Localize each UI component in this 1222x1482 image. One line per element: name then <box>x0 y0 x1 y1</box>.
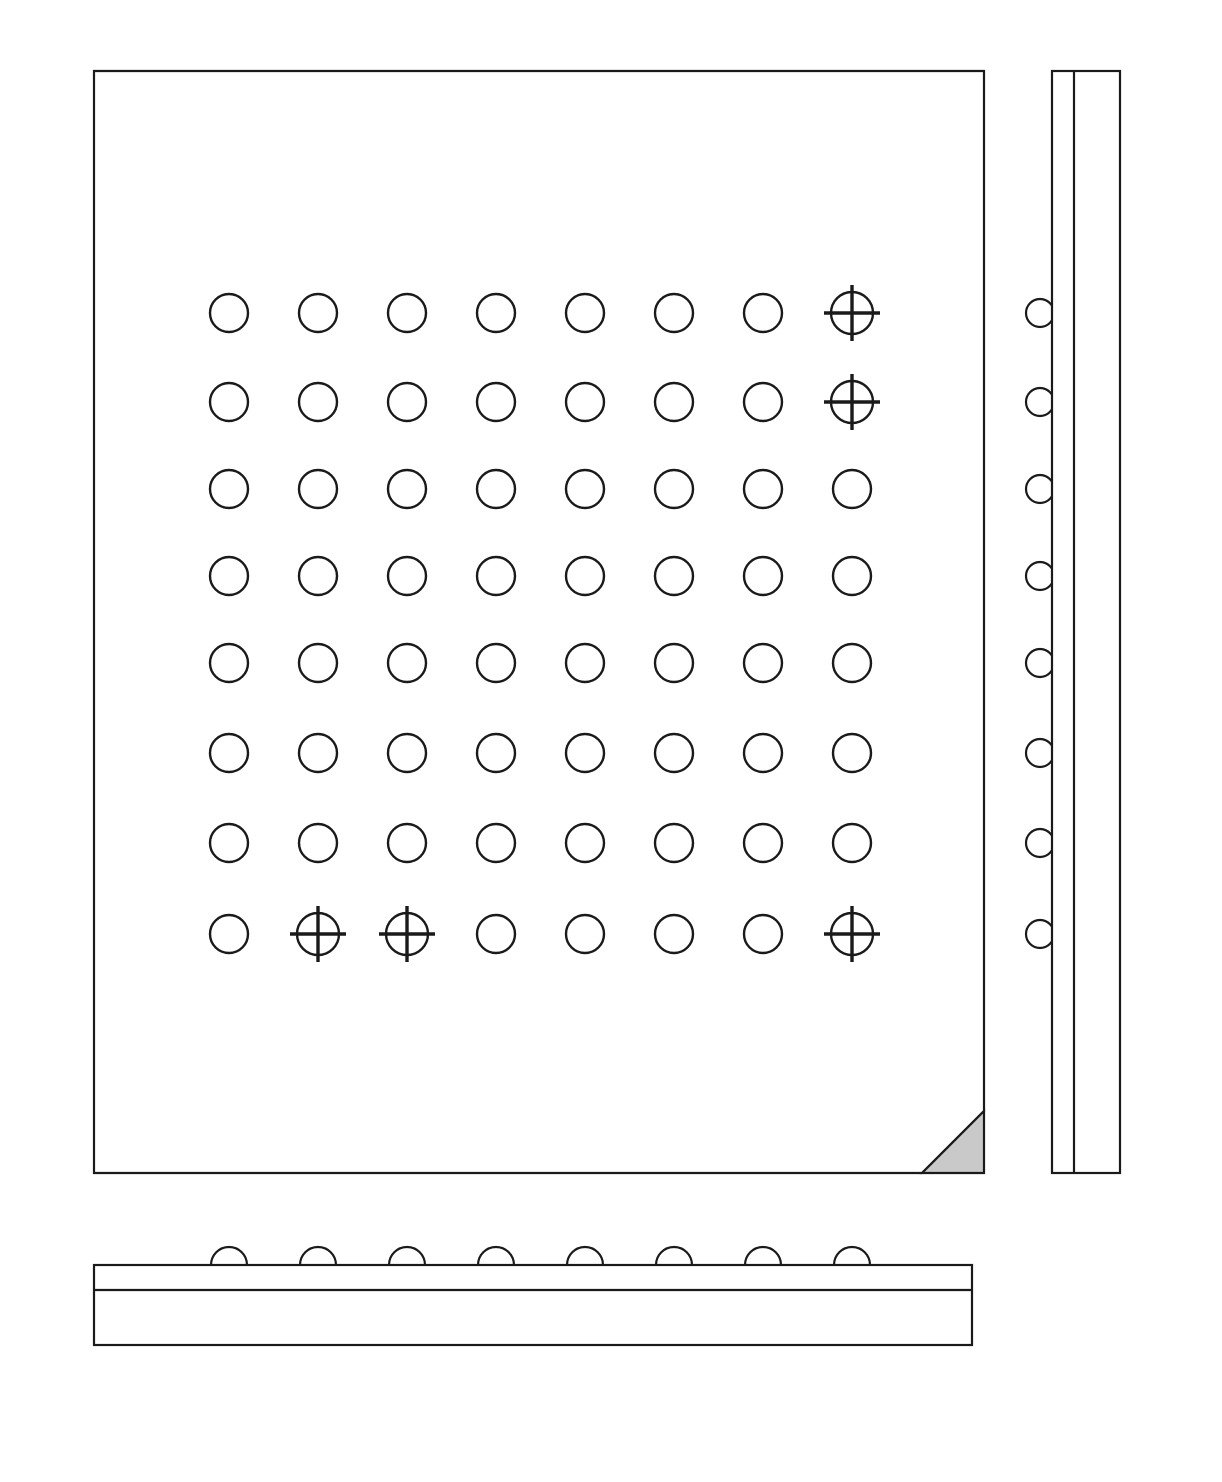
ball <box>566 383 604 421</box>
ball <box>210 824 248 862</box>
side-ball <box>1026 739 1054 767</box>
ball <box>655 557 693 595</box>
bottom-view <box>94 71 984 1173</box>
ball <box>655 383 693 421</box>
ball <box>477 557 515 595</box>
bottom-side-view <box>94 1247 972 1345</box>
ball <box>744 824 782 862</box>
ball <box>744 294 782 332</box>
ball <box>299 383 337 421</box>
right-side-ball-row <box>1026 299 1054 948</box>
side-ball <box>1026 388 1054 416</box>
ball <box>299 644 337 682</box>
ball <box>299 294 337 332</box>
ball <box>477 470 515 508</box>
ball <box>833 644 871 682</box>
ball <box>210 470 248 508</box>
ball <box>655 294 693 332</box>
ball <box>655 734 693 772</box>
ball <box>210 383 248 421</box>
ball <box>477 824 515 862</box>
side-ball <box>1026 299 1054 327</box>
side-ball <box>1026 920 1054 948</box>
ball <box>388 644 426 682</box>
ball <box>210 734 248 772</box>
ball <box>655 644 693 682</box>
ball <box>566 915 604 953</box>
side-ball <box>1026 649 1054 677</box>
ball <box>477 915 515 953</box>
ball <box>655 824 693 862</box>
side-ball <box>1026 475 1054 503</box>
ball <box>477 734 515 772</box>
ball <box>566 824 604 862</box>
ball <box>299 470 337 508</box>
ball <box>388 294 426 332</box>
bottom-side-body-outline <box>94 1265 972 1345</box>
side-ball <box>1026 562 1054 590</box>
ball <box>655 470 693 508</box>
right-side-view <box>1026 71 1120 1173</box>
ball <box>566 470 604 508</box>
ball <box>744 470 782 508</box>
ball <box>210 557 248 595</box>
ball <box>388 470 426 508</box>
ball <box>477 644 515 682</box>
ball <box>210 915 248 953</box>
ball <box>833 824 871 862</box>
right-side-body-outline <box>1052 71 1120 1173</box>
ball <box>833 734 871 772</box>
ball <box>388 383 426 421</box>
ball <box>744 734 782 772</box>
ball <box>744 383 782 421</box>
ball <box>210 294 248 332</box>
ball <box>744 915 782 953</box>
package-body-outline <box>94 71 984 1173</box>
ball <box>299 557 337 595</box>
ball <box>566 294 604 332</box>
ball <box>744 644 782 682</box>
ball <box>388 557 426 595</box>
ball <box>833 557 871 595</box>
ball <box>566 644 604 682</box>
ball <box>388 824 426 862</box>
side-ball <box>1026 829 1054 857</box>
ball <box>566 557 604 595</box>
ball <box>833 470 871 508</box>
ball <box>655 915 693 953</box>
ball <box>299 824 337 862</box>
ball <box>477 383 515 421</box>
ball <box>566 734 604 772</box>
ball <box>744 557 782 595</box>
ball <box>210 644 248 682</box>
ball <box>299 734 337 772</box>
ball <box>477 294 515 332</box>
ball <box>388 734 426 772</box>
